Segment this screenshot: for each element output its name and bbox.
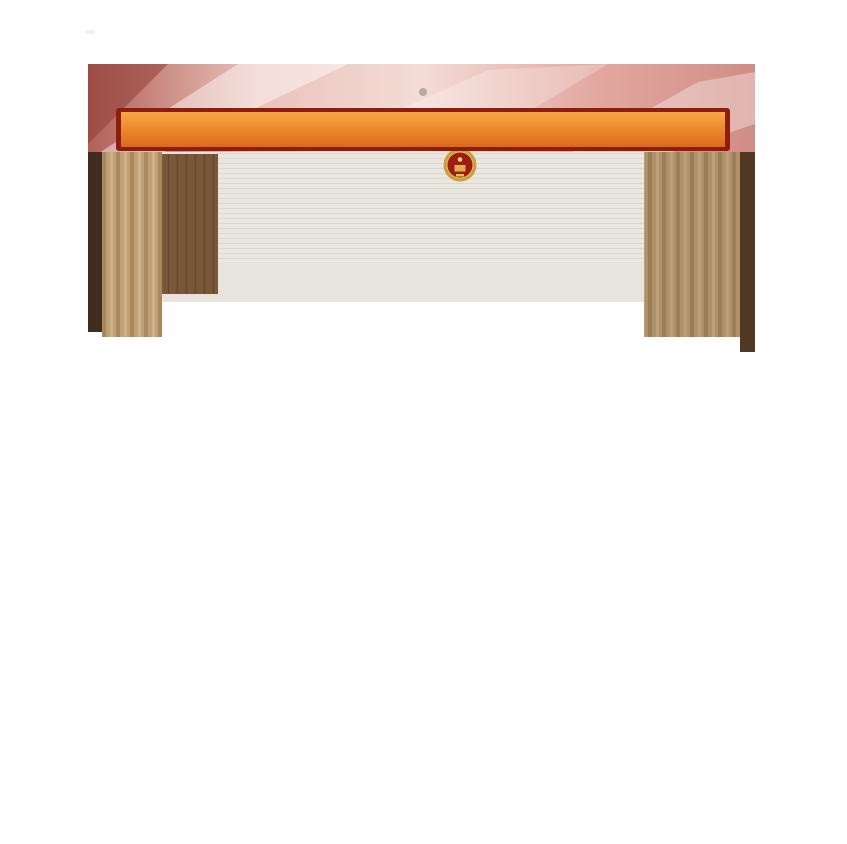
original-badge [85,30,95,34]
article-body [85,0,765,487]
meeting-photo[interactable] [88,64,755,487]
article-meta [85,30,765,34]
article-photo[interactable] [88,64,755,487]
stage-wall [88,152,755,352]
led-banner [116,108,730,151]
national-emblem-icon [444,149,477,182]
